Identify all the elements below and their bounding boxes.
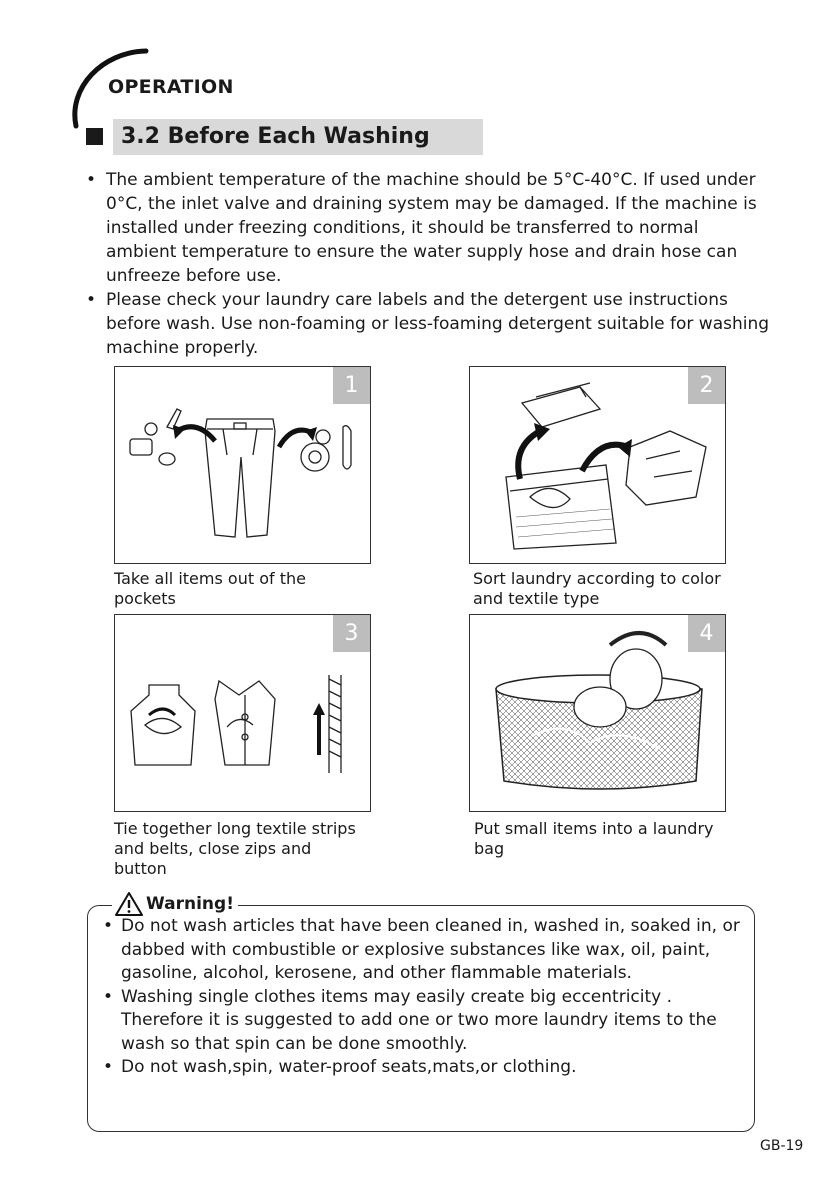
page-number: GB-19 — [760, 1138, 804, 1154]
intro-list — [84, 168, 774, 360]
warning-triangle-icon — [114, 891, 144, 917]
step-caption: Take all items out of the pockets — [114, 569, 306, 608]
step-number-badge: 1 — [333, 367, 370, 404]
warning-item: • Washing single clothes items may easily create big eccentricity . Therefore it is suggested to add one or two more laundry items to the wash so that spin can be done smoothly. — [102, 986, 742, 1057]
step-3-panel — [114, 614, 371, 812]
step-number-badge: 2 — [688, 367, 725, 404]
step-caption: Put small items into a laundry bag — [474, 819, 714, 858]
step-number-badge: 3 — [333, 615, 370, 652]
chapter-title: OPERATION — [108, 76, 234, 98]
section-marker — [86, 128, 103, 145]
intro-item: • The ambient temperature of the machine should be 5°C-40°C. If used under 0°C, the inlet valve and draining system may be damaged. If the machine is installed under freezing conditions, it should be transferred to normal ambient temperature to ensure the water supply hose and drain hose can unfreeze before use. — [84, 168, 774, 288]
warning-item: • Do not wash,spin, water-proof seats,mats,or clothing. — [102, 1056, 742, 1080]
step-1-panel — [114, 366, 371, 564]
step-4-panel — [469, 614, 726, 812]
warning-title: Warning! — [146, 894, 234, 914]
empty-pockets-illustration — [115, 367, 370, 563]
warning-item: • Do not wash articles that have been cleaned in, washed in, soaked in, or dabbed with combustible or explosive substances like wax, oil, paint, gasoline, alcohol, kerosene, and other flammable materials. — [102, 915, 742, 986]
sort-laundry-illustration — [470, 367, 725, 563]
tie-and-close-illustration — [115, 615, 370, 811]
intro-item: • Please check your laundry care labels and the detergent use instructions before wash. Use non-foaming or less-foaming detergent suitable for washing machine properly. — [84, 288, 774, 360]
warning-list — [102, 915, 742, 1080]
step-caption: Sort laundry according to color and textile type — [473, 569, 721, 608]
step-number-badge: 4 — [688, 615, 725, 652]
step-2-panel — [469, 366, 726, 564]
section-title: 3.2 Before Each Washing — [121, 124, 430, 149]
laundry-bag-illustration — [470, 615, 725, 811]
step-caption: Tie together long textile strips and belts, close zips and button — [114, 819, 356, 878]
